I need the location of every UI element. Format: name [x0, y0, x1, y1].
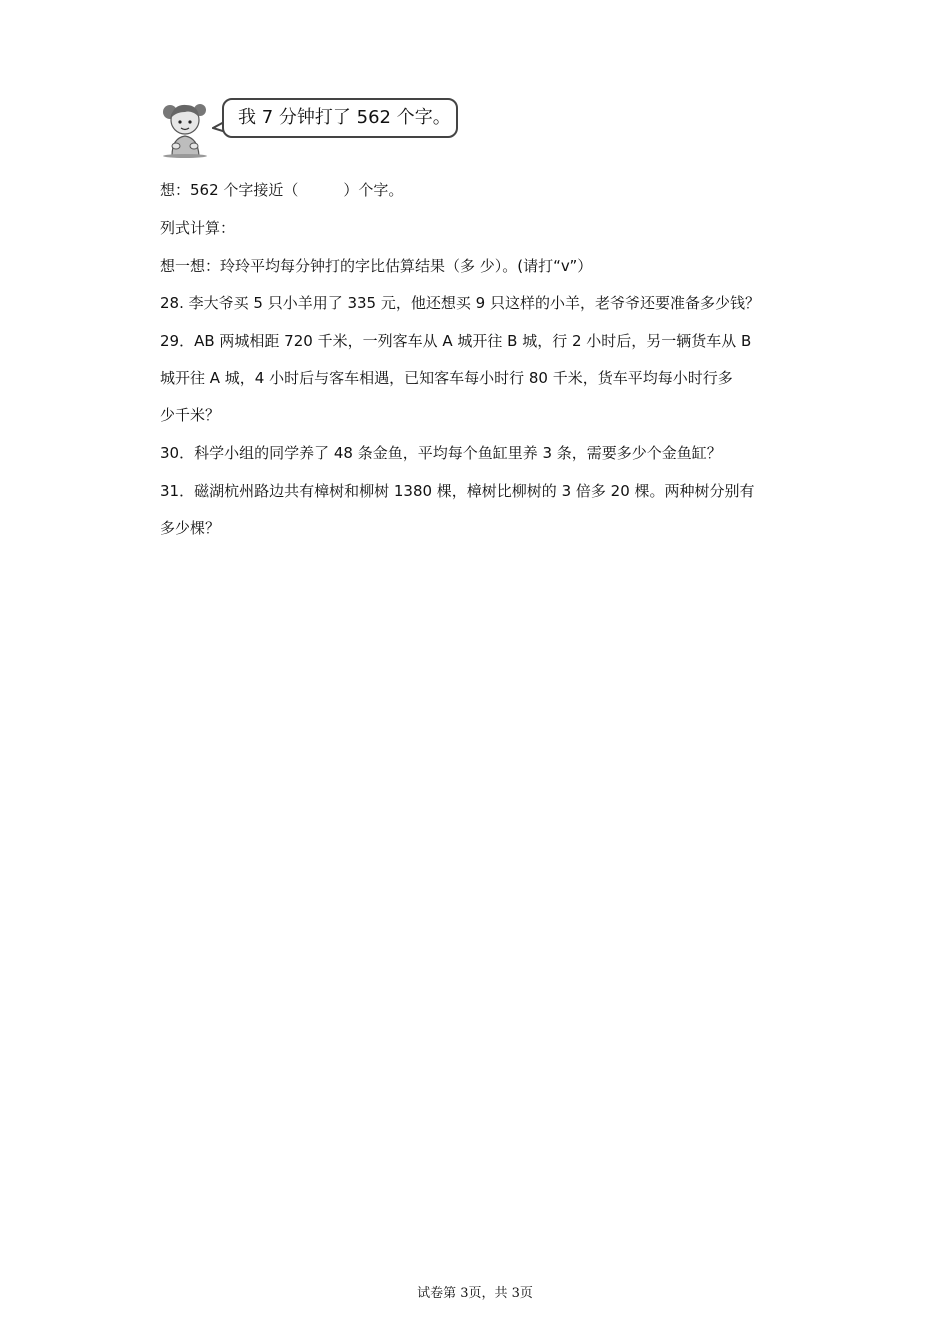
girl-speech-illustration — [158, 96, 468, 160]
question-29-line-2: 城开往 A 城，4 小时后与客车相遇，已知客车每小时行 80 千米，货车平均每小时行多 — [160, 369, 733, 387]
question-29-line-3: 少千米？ — [160, 406, 221, 424]
question-29-line-1: 29．AB 两城相距 720 千米，一列客车从 A 城开往 B 城，行 2 小时后，另一辆货车从 B — [160, 332, 752, 350]
page-footer: 试卷第 3页，共 3页 — [417, 1286, 533, 1301]
speech-bubble — [222, 98, 458, 138]
speech-bubble-text: 我 7 分钟打了 562 个字。 — [238, 107, 451, 128]
question-30: 30．科学小组的同学养了 48 条金鱼，平均每个鱼缸里养 3 条，需要多少个金鱼缸？ — [160, 444, 722, 462]
question-31-line-1: 31．磁湖杭州路边共有樟树和柳树 1380 棵，樟树比柳树的 3 倍多 20 棵。两种树分别有 — [160, 482, 755, 500]
think-estimate-line: 想：562 个字接近（ ）个字。 — [160, 181, 404, 199]
think-compare-line: 想一想：玲玲平均每分钟打的字比估算结果（多 少）。(请打“v”） — [160, 257, 593, 275]
question-31-line-2: 多少棵？ — [160, 519, 221, 537]
question-28: 28. 李大爷买 5 只小羊用了 335 元，他还想买 9 只这样的小羊，老爷爷还要准备多少钱？ — [160, 294, 760, 312]
calculation-line: 列式计算： — [160, 219, 236, 237]
girl-icon — [158, 98, 214, 158]
